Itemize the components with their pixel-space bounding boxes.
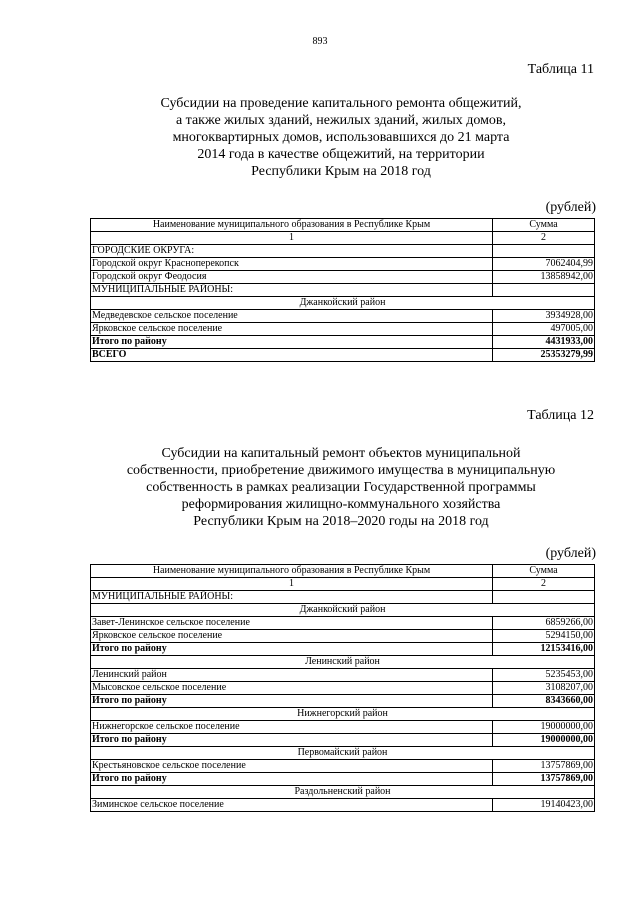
row-sum: 497005,00 [493, 323, 595, 336]
row-name: Ярковское сельское поселение [91, 630, 493, 643]
row-name: ВСЕГО [91, 349, 493, 362]
title-line: собственности, приобретение движимого имущества в муниципальную [126, 463, 556, 478]
section-row [91, 591, 595, 604]
title-line: Субсидии на проведение капитального ремонта общежитий, [160, 96, 522, 111]
table-12 [90, 564, 595, 812]
row-name: Крестьяновское сельское поселение [91, 760, 493, 773]
column-header-name: Наименование муниципального образования в Республике Крым [91, 219, 493, 232]
title-line: Субсидии на капитальный ремонт объектов муниципальной [161, 446, 521, 461]
table-row [91, 258, 595, 271]
total-row [91, 336, 595, 349]
column-number: 2 [493, 578, 595, 591]
row-name: Мысовское сельское поселение [91, 682, 493, 695]
title-line: многоквартирных домов, использовавшихся до 21 марта [172, 130, 510, 145]
table-row [91, 630, 595, 643]
row-sum: 8343660,00 [493, 695, 595, 708]
row-sum: 6859266,00 [493, 617, 595, 630]
total-row [91, 734, 595, 747]
column-number-row [91, 232, 595, 245]
row-name: Итого по району [91, 695, 493, 708]
table-row [91, 721, 595, 734]
row-sum: 13858942,00 [493, 271, 595, 284]
district-name: Нижнегорский район [91, 708, 595, 721]
row-name: Городской округ Феодосия [91, 271, 493, 284]
table-11 [90, 218, 595, 362]
district-name: Раздольненский район [91, 786, 595, 799]
table-header-row [91, 219, 595, 232]
row-name: Итого по району [91, 336, 493, 349]
row-sum: 19140423,00 [493, 799, 595, 812]
row-sum: 3108207,00 [493, 682, 595, 695]
row-name: Итого по району [91, 734, 493, 747]
table-row [91, 669, 595, 682]
row-sum: 13757869,00 [493, 760, 595, 773]
column-header-sum: Сумма [493, 565, 595, 578]
row-name: Ленинский район [91, 669, 493, 682]
row-sum: 5235453,00 [493, 669, 595, 682]
district-name: Джанкойский район [91, 604, 595, 617]
column-number-row [91, 578, 595, 591]
total-row [91, 695, 595, 708]
table-row [91, 617, 595, 630]
row-sum: 12153416,00 [493, 643, 595, 656]
table-header-row [91, 565, 595, 578]
title-line: реформирования жилищно-коммунального хозяйства [181, 497, 501, 512]
row-sum: 19000000,00 [493, 734, 595, 747]
row-sum: 5294150,00 [493, 630, 595, 643]
table-row [91, 760, 595, 773]
district-name: Первомайский район [91, 747, 595, 760]
table-row [91, 271, 595, 284]
row-sum [493, 245, 595, 258]
column-number: 1 [91, 232, 493, 245]
district-name: Джанкойский район [91, 297, 595, 310]
district-row [91, 708, 595, 721]
column-number: 1 [91, 578, 493, 591]
district-row [91, 656, 595, 669]
row-name: Итого по району [91, 643, 493, 656]
row-sum: 19000000,00 [493, 721, 595, 734]
table-11-title [90, 95, 592, 180]
district-row [91, 297, 595, 310]
row-name: МУНИЦИПАЛЬНЫЕ РАЙОНЫ: [91, 591, 493, 604]
table-row [91, 799, 595, 812]
row-name: Городской округ Красноперекопск [91, 258, 493, 271]
row-sum: 7062404,99 [493, 258, 595, 271]
table-11-label: Таблица 11 [527, 62, 594, 77]
total-row [91, 349, 595, 362]
row-name: Медведевское сельское поселение [91, 310, 493, 323]
table-row [91, 323, 595, 336]
row-name: ГОРОДСКИЕ ОКРУГА: [91, 245, 493, 258]
page-number: 893 [312, 36, 328, 47]
row-sum: 25353279,99 [493, 349, 595, 362]
district-row [91, 604, 595, 617]
title-line: 2014 года в качестве общежитий, на территории [197, 147, 485, 162]
table-12-label: Таблица 12 [527, 408, 594, 423]
total-row [91, 643, 595, 656]
section-row [91, 284, 595, 297]
row-name: Ярковское сельское поселение [91, 323, 493, 336]
table-row [91, 310, 595, 323]
district-row [91, 747, 595, 760]
row-sum [493, 284, 595, 297]
column-header-sum: Сумма [493, 219, 595, 232]
row-sum: 13757869,00 [493, 773, 595, 786]
row-name: Итого по району [91, 773, 493, 786]
row-name: Зиминское сельское поселение [91, 799, 493, 812]
district-name: Ленинский район [91, 656, 595, 669]
row-sum [493, 591, 595, 604]
table-12-unit: (рублей) [545, 546, 596, 561]
total-row [91, 773, 595, 786]
district-row [91, 786, 595, 799]
column-number: 2 [493, 232, 595, 245]
section-row [91, 245, 595, 258]
row-name: МУНИЦИПАЛЬНЫЕ РАЙОНЫ: [91, 284, 493, 297]
row-name: Нижнегорское сельское поселение [91, 721, 493, 734]
row-name: Завет-Ленинское сельское поселение [91, 617, 493, 630]
row-sum: 3934928,00 [493, 310, 595, 323]
table-11-unit: (рублей) [545, 200, 596, 215]
column-header-name: Наименование муниципального образования в Республике Крым [91, 565, 493, 578]
title-line: собственность в рамках реализации Государственной программы [146, 480, 536, 495]
row-sum: 4431933,00 [493, 336, 595, 349]
title-line: Республики Крым на 2018–2020 годы на 2018 год [193, 514, 489, 529]
title-line: а также жилых зданий, нежилых зданий, жилых домов, [175, 113, 507, 128]
table-12-title [90, 445, 592, 530]
table-row [91, 682, 595, 695]
title-line: Республики Крым на 2018 год [251, 164, 431, 179]
